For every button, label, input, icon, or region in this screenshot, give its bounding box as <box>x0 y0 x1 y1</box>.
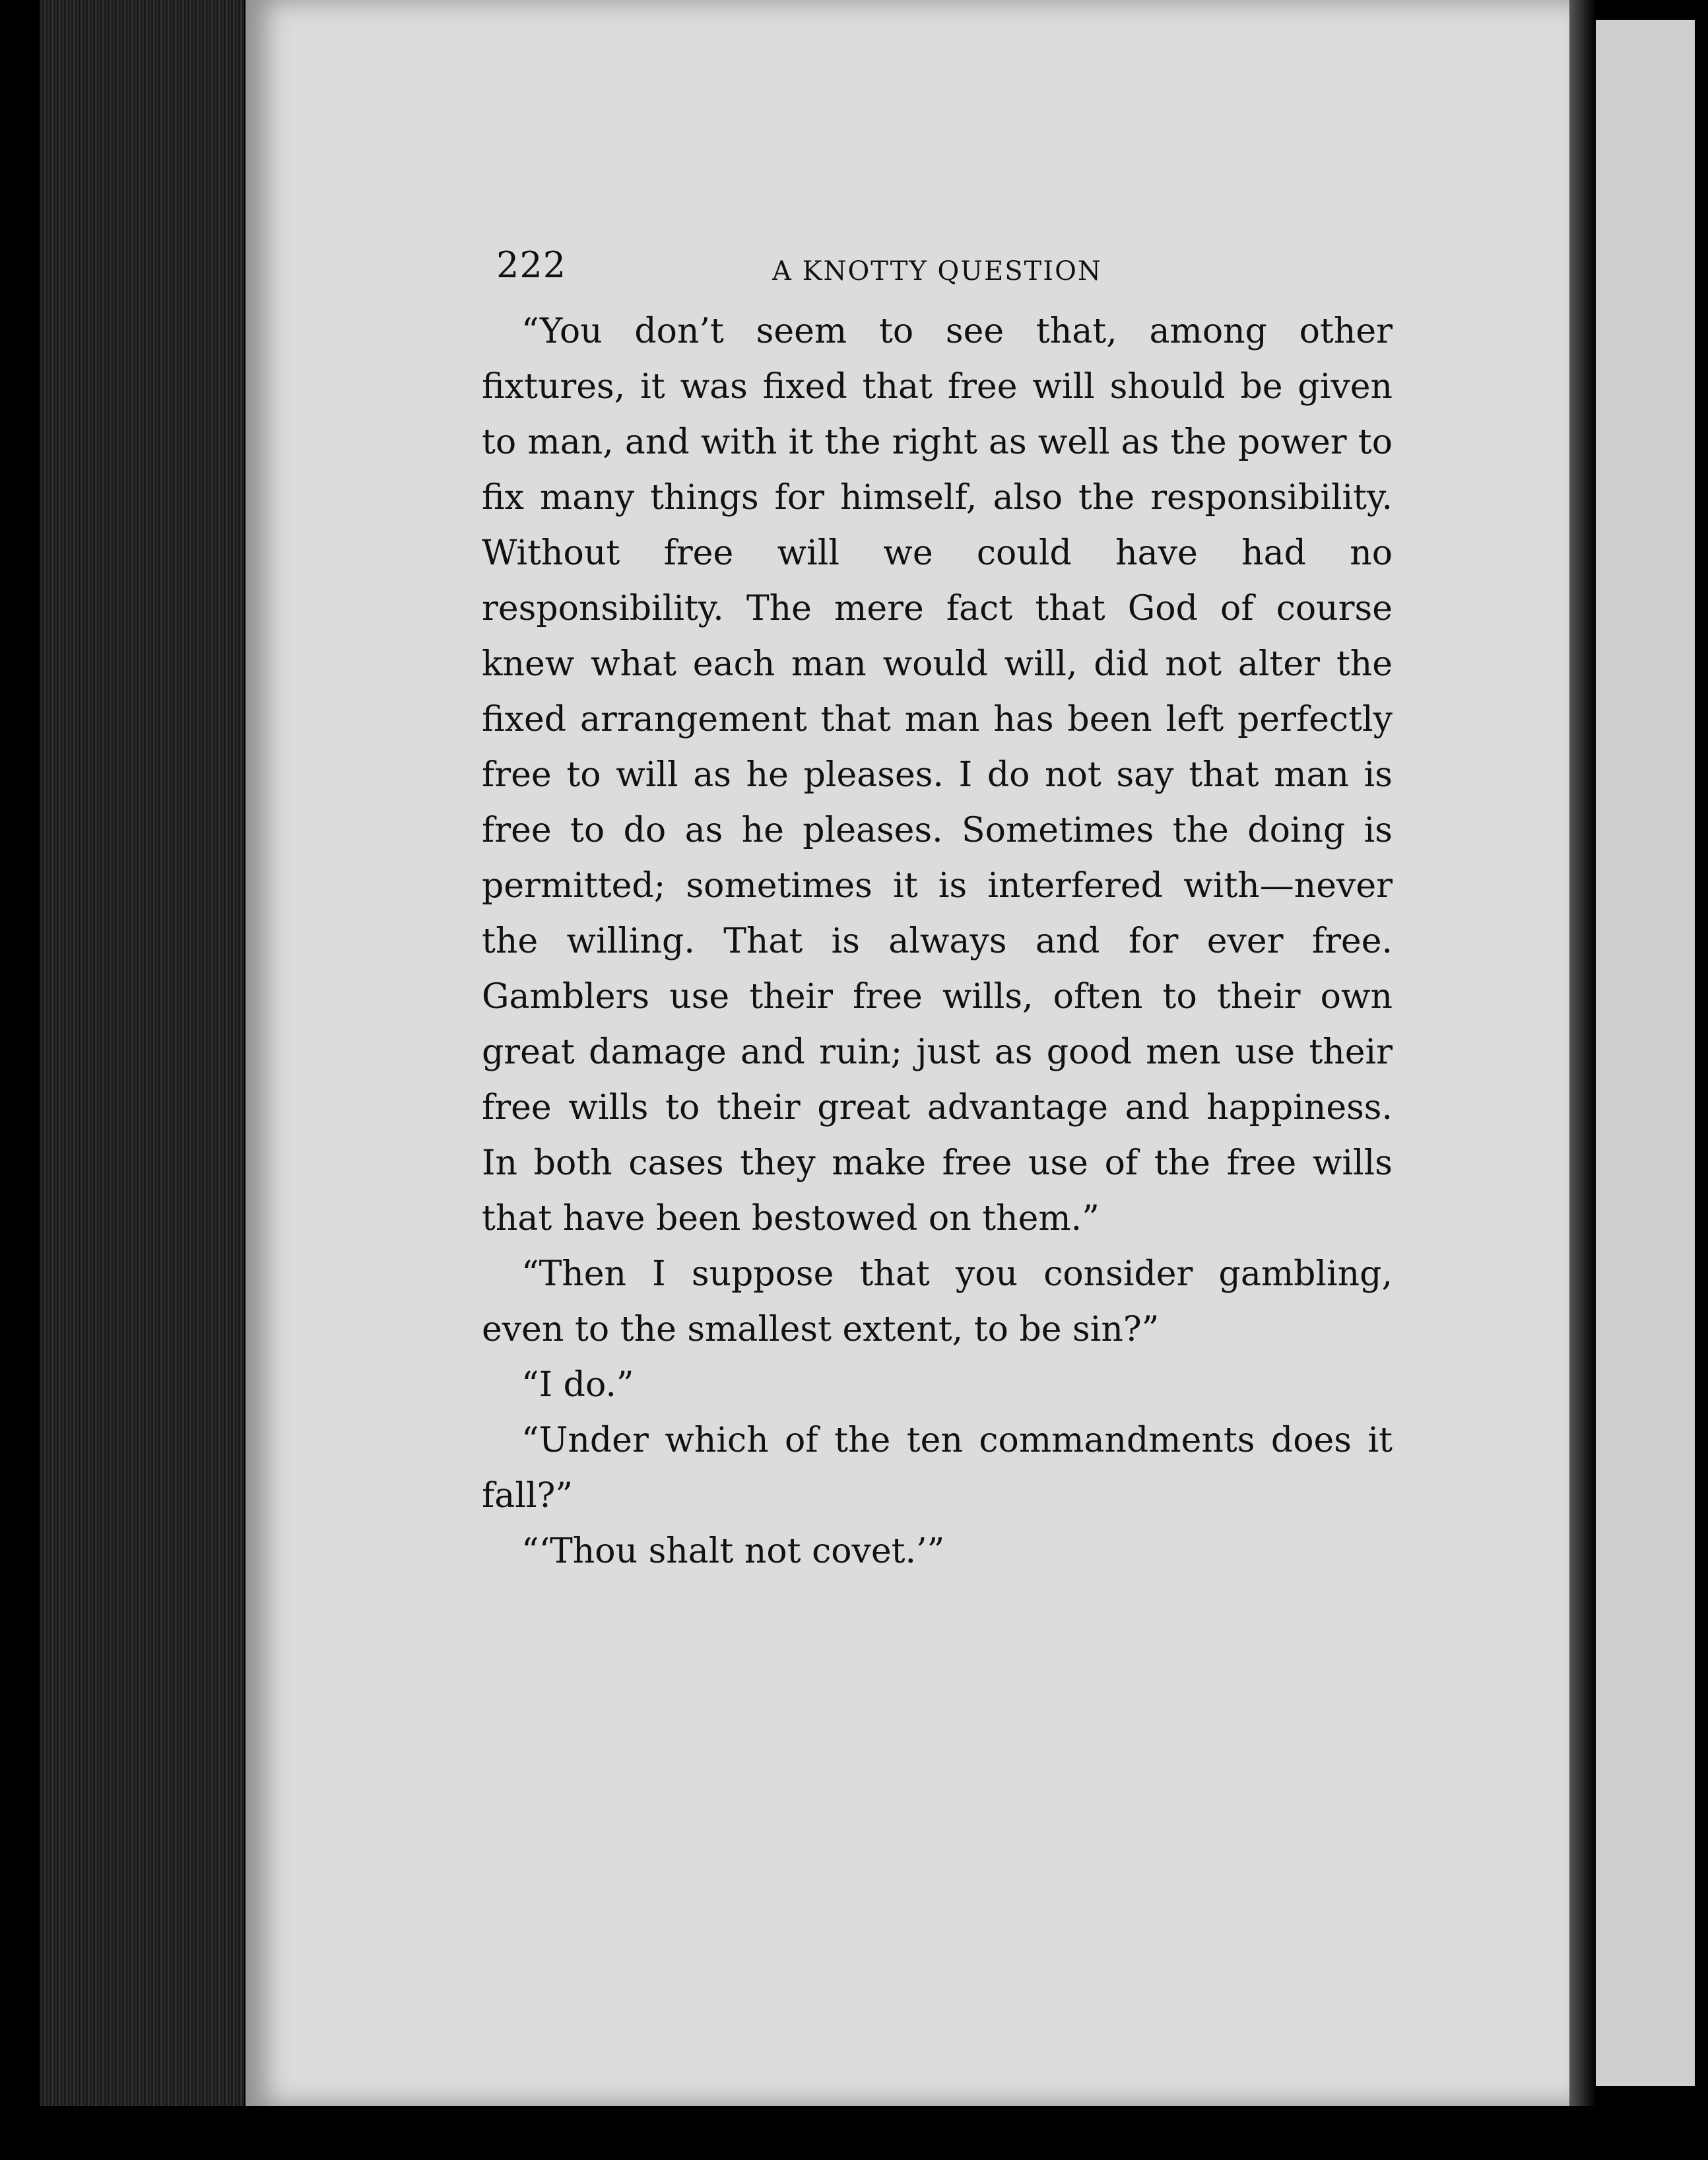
paragraph: “Under which of the ten commandments does it fall?” <box>482 1421 1393 1516</box>
page-number: 222 <box>496 244 567 286</box>
facing-page-edge <box>1596 20 1695 2086</box>
paragraph: “‘Thou shalt not covet.’” <box>521 1532 945 1571</box>
paragraph: “You don’t seem to see that, among other fixtures, it was fixed that free will should be given to man, and with it the right as well as the power to fix many things for himself, also the responsibility. Without free will we could have had no responsibility. The mere fact that God of course knew what each man would will, did not alter the fixed arrangement that man has been left perfectly free to will as he pleases. I do not say that man is free to do as he pleases. Sometimes the doing is permitted; sometimes it is interfered with—never the willing. That is always and for ever free. Gamblers use their free wills, often to their own great damage and ruin; just as good men use their free wills to their great advantage and happiness. In both cases they make free use of the free wills that have been bestowed on them.” <box>482 312 1393 1238</box>
book-gutter <box>1569 0 1596 2106</box>
paragraph: “Then I suppose that you consider gambling, even to the smallest extent, to be sin?” <box>482 1254 1393 1349</box>
paragraph: “I do.” <box>521 1365 634 1405</box>
book-page-edges <box>40 0 244 2112</box>
running-head: A KNOTTY QUESTION <box>772 256 1102 287</box>
page-header <box>482 244 1393 304</box>
scan-border <box>0 2106 1708 2160</box>
page-text-block <box>482 244 1393 1579</box>
